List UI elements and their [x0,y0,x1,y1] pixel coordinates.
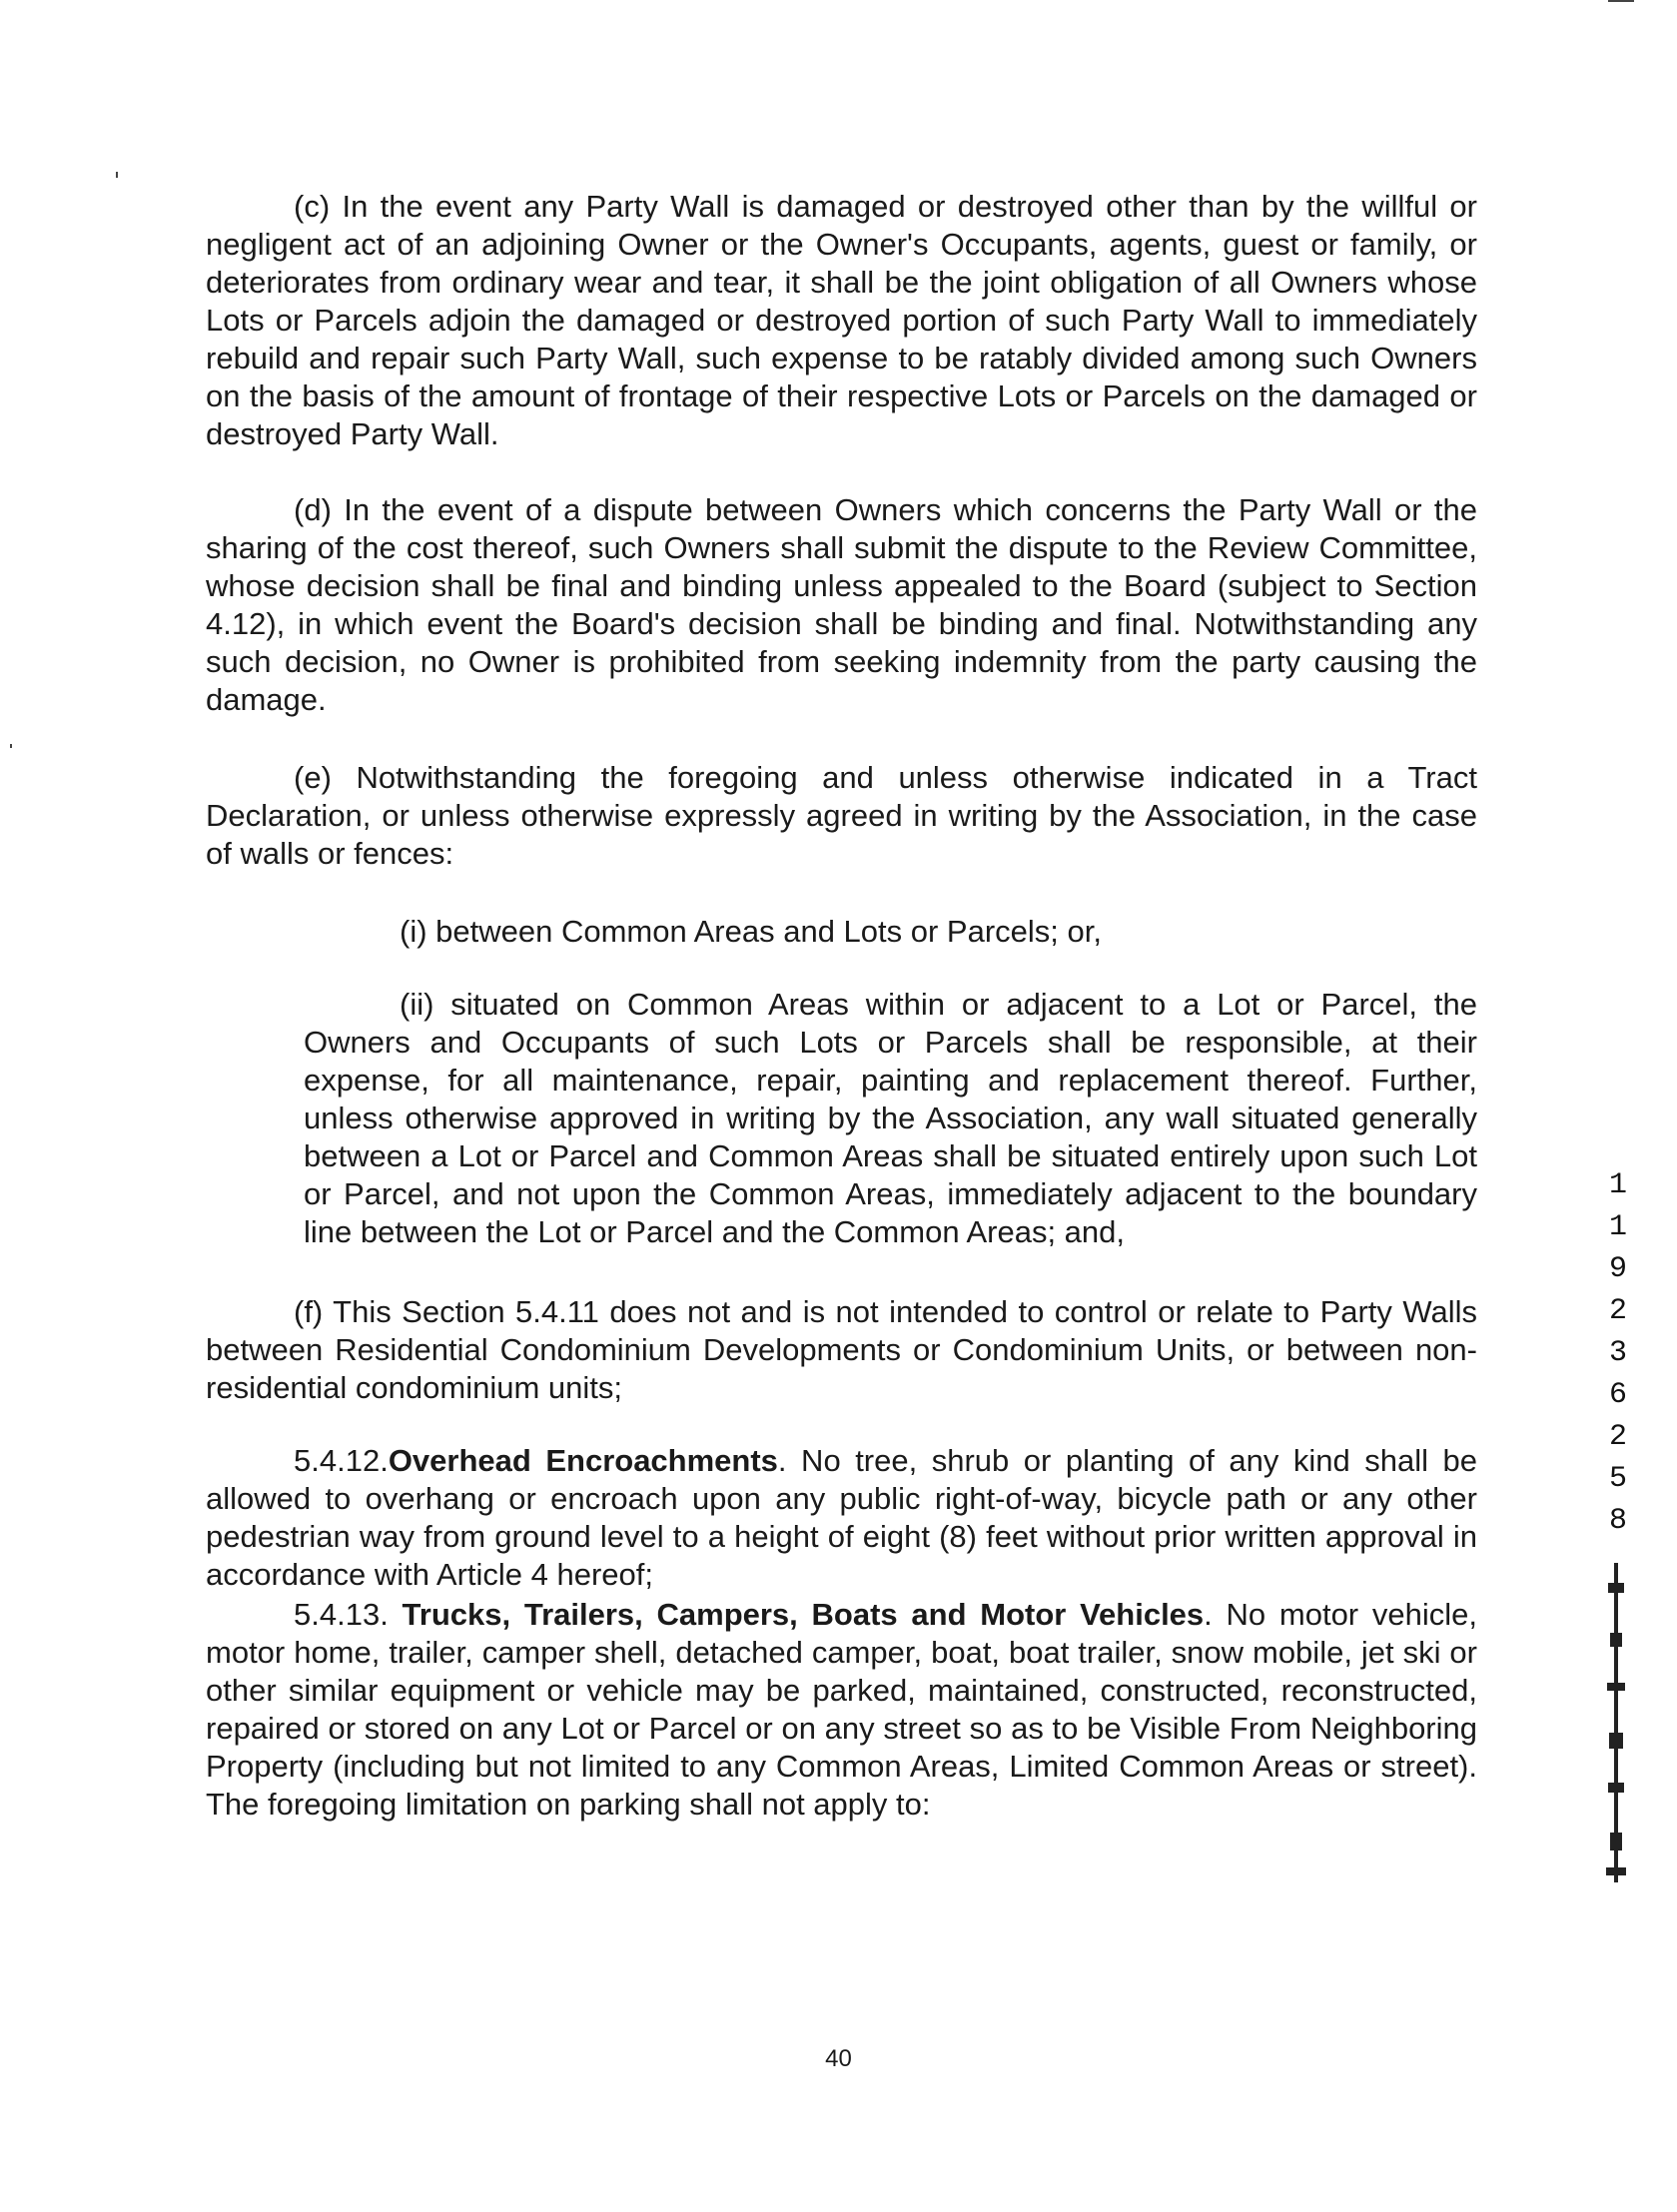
paragraph-f [206,1293,1477,1407]
stamp-digit: 2 [1608,1294,1627,1328]
section-5-4-13-body: . No motor vehicle, motor home, trailer, camper shell, detached camper, boat, boat trailer, snow mobile, jet ski or other similar equipment or vehicle may be parked, maintained, constructed, reconstructed, repaired or stored on any Lot or Parcel or on any street so as to be Visible From Neighboring Property (including but not limited to any Common Areas, Limited Common Areas or street). The foregoing limitation on parking shall not apply to: [206,1597,1477,1822]
paragraph-f-text: (f) This Section 5.4.11 does not and is not intended to control or relate to Party Walls between Residential Condominium Developments or Condominium Units, or between non-residential condominium units; [206,1294,1477,1405]
paragraph-e-text: (e) Notwithstanding the foregoing and unless otherwise indicated in a Tract Declaration, or unless otherwise expressly agreed in writing by the Association, in the case of walls or fences: [206,760,1477,871]
stamp-digit: 6 [1608,1378,1627,1412]
section-5-4-12-title: Overhead Encroachments [388,1443,778,1478]
stamp-digit: 5 [1608,1462,1627,1496]
stamp-digit: 8 [1608,1504,1627,1538]
paragraph-e-i [304,913,1477,951]
section-5-4-13-title: Trucks, Trailers, Campers, Boats and Motor Vehicles [402,1597,1205,1632]
paragraph-e [206,759,1477,873]
page-number: 40 [825,2045,852,2072]
section-5-4-12-number: 5.4.12. [294,1443,389,1478]
section-5-4-13 [206,1596,1477,1824]
paragraph-c-text: (c) In the event any Party Wall is damaged or destroyed other than by the willful or negligent act of an adjoining Owner or the Owner's Occupants, agents, guest or family, or deteriorates from ordinary wear and tear, it shall be the joint obligation of all Owners whose Lots or Parcels adjoin the damaged or destroyed portion of such Party Wall to immediately rebuild and repair such Party Wall, such expense to be ratably divided among such Owners on the basis of the amount of frontage of their respective Lots or Parcels on the damaged or destroyed Party Wall. [206,189,1477,451]
paragraph-d-text: (d) In the event of a dispute between Owners which concerns the Party Wall or the sharing of the cost thereof, such Owners shall submit the dispute to the Review Committee, whose decision shall be final and binding unless appealed to the Board (subject to Section 4.12), in which event the Board's decision shall be binding and final. Notwithstanding any such decision, no Owner is prohibited from seeking indemnity from the party causing the damage. [206,492,1477,717]
paragraph-e-ii [304,986,1477,1251]
paragraph-e-ii-text: (ii) situated on Common Areas within or adjacent to a Lot or Parcel, the Owners and Occupants of such Lots or Parcels shall be responsible, at their expense, for all maintenance, repair, painting and replacement thereof. Further, unless otherwise approved in writing by the Association, any wall situated generally between a Lot or Parcel and Common Areas shall be situated entirely upon such Lot or Parcel, and not upon the Common Areas, immediately adjacent to the boundary line between the Lot or Parcel and the Common Areas; and, [304,987,1477,1249]
paragraph-c [206,188,1477,453]
stamp-digit: 9 [1608,1252,1627,1286]
recording-stamp [1598,1164,1638,1542]
paragraph-d [206,491,1477,719]
scan-mark [116,172,118,178]
stamp-digit: 2 [1608,1420,1627,1454]
margin-barcode-mark [1604,1563,1628,1882]
section-5-4-12-body: . No tree, shrub or planting of any kind shall be allowed to overhang or encroach upon any public right-of-way, bicycle path or any other pedestrian way from ground level to a height of eight (8) feet without prior written approval in accordance with Article 4 hereof; [206,1443,1477,1592]
section-5-4-13-number: 5.4.13. [294,1597,403,1632]
stamp-digit: 1 [1608,1168,1627,1202]
scan-mark [1608,0,1634,2]
section-5-4-12 [206,1442,1477,1594]
paragraph-e-i-text: (i) between Common Areas and Lots or Parcels; or, [400,914,1102,949]
stamp-digit: 3 [1608,1336,1627,1370]
scan-mark [10,744,12,748]
stamp-digit: 1 [1608,1210,1627,1244]
